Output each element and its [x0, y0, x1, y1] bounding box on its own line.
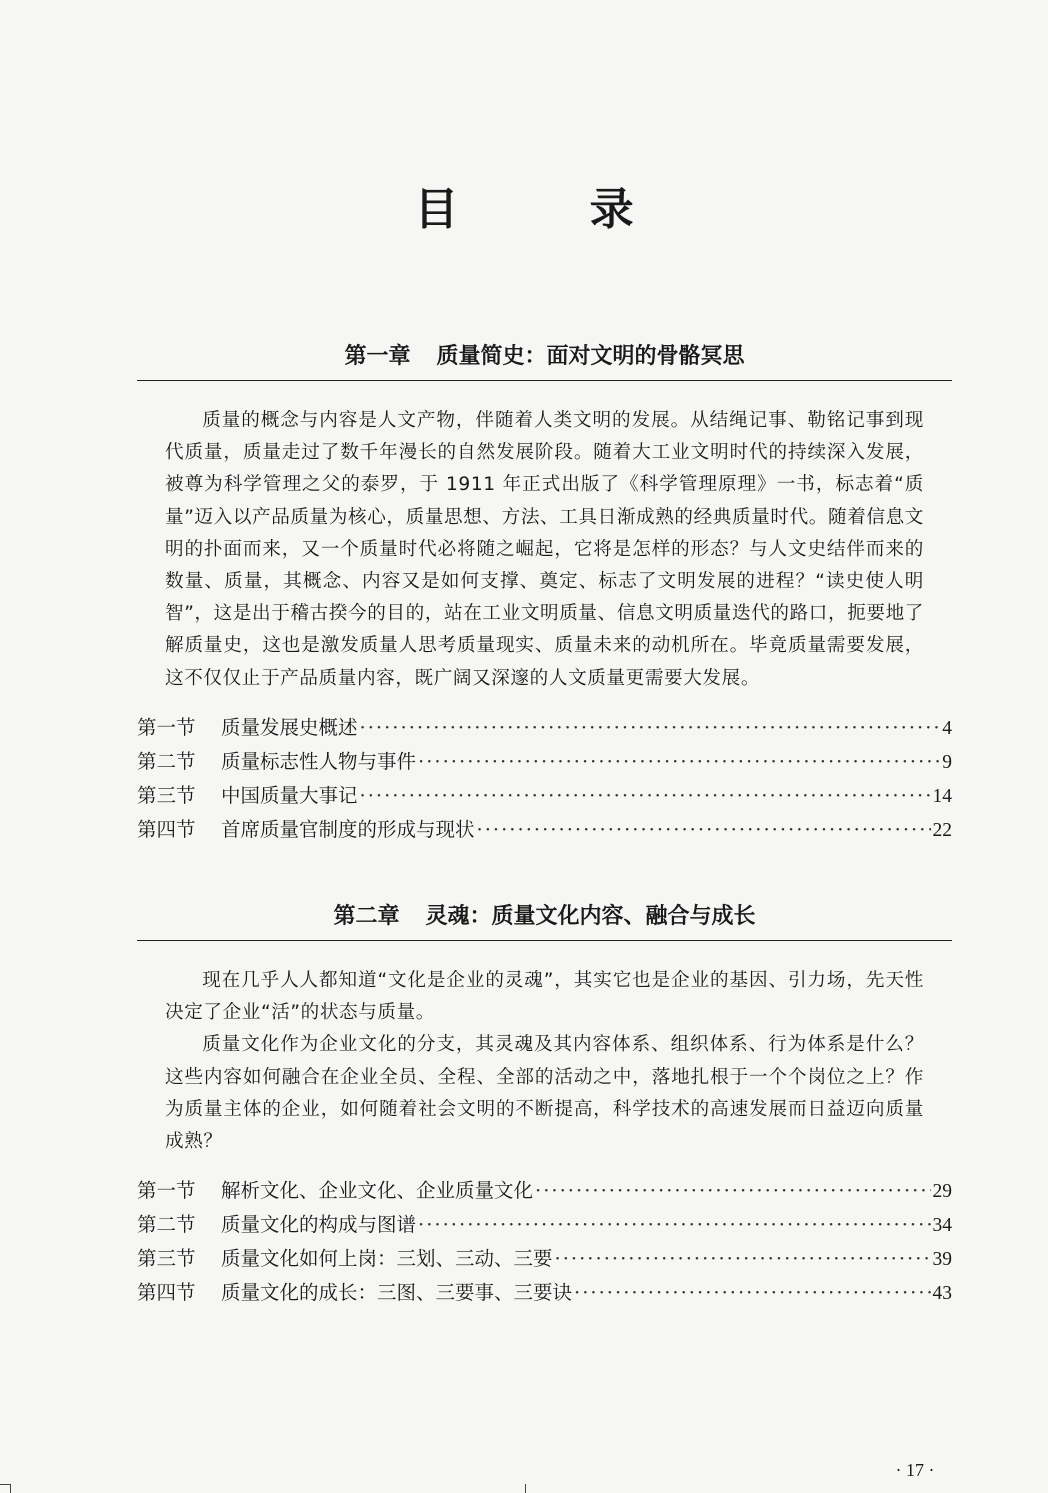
toc-section-number: 第二节 [137, 1213, 196, 1237]
chapter-intro [165, 405, 924, 695]
toc-section-number: 第四节 [137, 817, 196, 841]
toc-page-number: 4 [942, 717, 952, 739]
toc-section-title: 首席质量官制度的形成与现状 [221, 817, 475, 841]
chapter-number: 第二章 [333, 903, 400, 929]
crop-mark [525, 1484, 526, 1493]
chapter-heading [137, 340, 952, 381]
toc-entry[interactable] [137, 1174, 952, 1208]
chapter-2 [137, 900, 952, 1310]
toc-leader-dots [360, 711, 941, 745]
toc-section-number: 第一节 [137, 1179, 196, 1203]
toc-section-title: 质量文化的成长：三图、三要事、三要诀 [221, 1281, 573, 1305]
chapter-intro [165, 965, 924, 1158]
toc-leader-dots [535, 1174, 930, 1208]
toc-section-number: 第四节 [137, 1281, 196, 1305]
toc-section-title: 中国质量大事记 [221, 783, 358, 807]
toc-entry[interactable] [137, 1242, 952, 1276]
intro-paragraph: 质量文化作为企业文化的分支，其灵魂及其内容体系、组织体系、行为体系是什么？这些内容如何融合在企业全员、全程、全部的活动之中，落地扎根于一个个岗位之上？作为质量主体的企业，如何随着社会文明的不断提高，科学技术的高速发展而日益迈向质量成熟？ [165, 1034, 924, 1153]
crop-mark [10, 1484, 11, 1493]
toc-leader-dots [360, 779, 931, 813]
toc-leader-dots [418, 745, 940, 779]
page-title: 目 录 [414, 184, 692, 235]
toc-page-number: 29 [932, 1181, 952, 1203]
chapter-number: 第一章 [344, 343, 411, 369]
toc-section-number: 第三节 [137, 1247, 196, 1271]
toc-list [137, 1174, 952, 1310]
toc-leader-dots [574, 1276, 930, 1310]
toc-page-number: 22 [932, 819, 952, 841]
toc-section-title: 质量文化如何上岗：三划、三动、三要 [221, 1247, 553, 1271]
chapter-1 [137, 340, 952, 847]
toc-section-title: 质量标志性人物与事件 [221, 749, 417, 773]
page-number: · 17 · [895, 1460, 935, 1480]
toc-entry[interactable] [137, 745, 952, 779]
toc-entry[interactable] [137, 1276, 952, 1310]
intro-paragraph: 现在几乎人人都知道“文化是企业的灵魂”，其实它也是企业的基因、引力场，先天性决定了企业“活”的状态与质量。 [165, 970, 924, 1024]
toc-page-number: 9 [942, 751, 952, 773]
toc-list [137, 711, 952, 847]
toc-leader-dots [418, 1208, 930, 1242]
toc-section-number: 第三节 [137, 783, 196, 807]
intro-paragraph: 质量的概念与内容是人文产物，伴随着人类文明的发展。从结绳记事、勒铭记事到现代质量，质量走过了数千年漫长的自然发展阶段。随着大工业文明时代的持续深入发展，被尊为科学管理之父的泰罗，于 1911 年正式出版了《科学管理原理》一书，标志着“质量”迈入以产品质量为核心，质量思想、方法、工具日渐成熟的经典质量时代。随着信息文明的扑面而来，又一个质量时代必将随之崛起，它将是怎样的形态？与人文史结伴而来的数量、质量，其概念、内容又是如何支撑、奠定、标志了文明发展的进程？“读史使人明智”，这是出于稽古揆今的目的，站在工业文明质量、信息文明质量迭代的路口，扼要地了解质量史，这也是激发质量人思考质量现实、质量未来的动机所在。毕竟质量需要发展，这不仅仅止于产品质量内容，既广阔又深邃的人文质量更需要大发展。 [165, 410, 924, 689]
toc-section-title: 解析文化、企业文化、企业质量文化 [221, 1179, 534, 1203]
toc-page-number: 39 [932, 1249, 952, 1271]
chapter-title: 灵魂：质量文化内容、融合与成长 [425, 903, 756, 929]
crop-mark [0, 1484, 10, 1485]
toc-section-number: 第一节 [137, 715, 196, 739]
toc-page-number: 43 [932, 1283, 952, 1305]
toc-entry[interactable] [137, 711, 952, 745]
toc-section-title: 质量发展史概述 [221, 715, 358, 739]
toc-entry[interactable] [137, 1208, 952, 1242]
toc-page-number: 34 [932, 1215, 952, 1237]
toc-section-title: 质量文化的构成与图谱 [221, 1213, 417, 1237]
chapter-title: 质量简史：面对文明的骨骼冥思 [436, 343, 745, 369]
toc-leader-dots [555, 1242, 931, 1276]
toc-entry[interactable] [137, 813, 952, 847]
chapter-heading [137, 900, 952, 941]
toc-page-number: 14 [932, 785, 952, 807]
toc-leader-dots [477, 813, 931, 847]
toc-section-number: 第二节 [137, 749, 196, 773]
toc-entry[interactable] [137, 779, 952, 813]
